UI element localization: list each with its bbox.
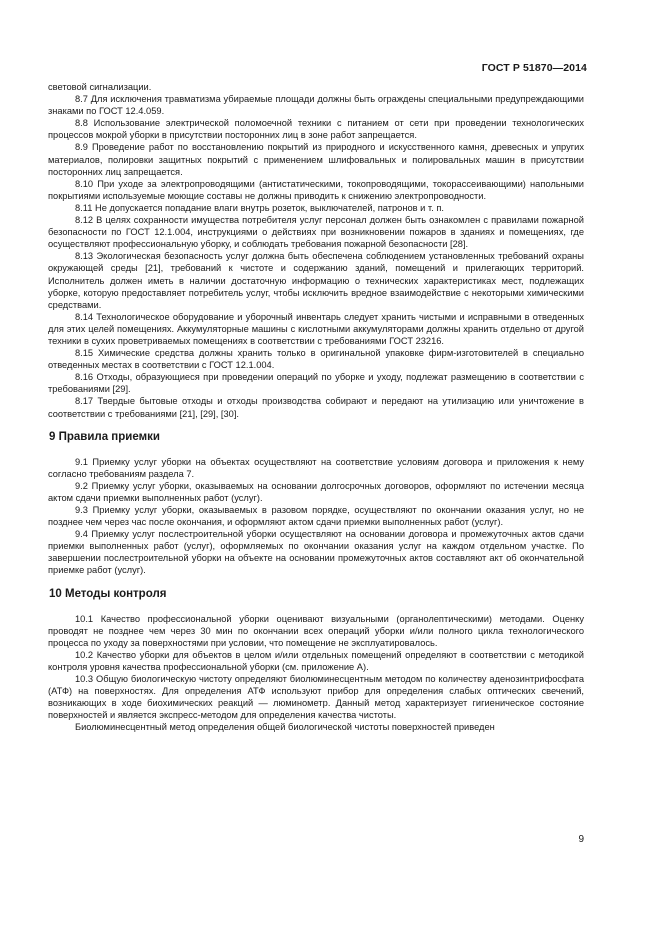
- page-body: [48, 81, 584, 734]
- paragraph: 8.12 В целях сохранности имущества потребителя услуг персонал должен быть ознакомлен с правилами пожарной безопасности по ГОСТ 12.1.004, инструкциями о действиях при возникновении пожаров в зданиях и помещениях, где осуществляют профессиональную уборку, и соблюдать требования пожарной безопасности [28].: [48, 215, 584, 250]
- paragraph: 10.2 Качество уборки для объектов в целом и/или отдельных помещений определяют в соответствии с методикой контроля уровня качества профессиональной уборки (см. приложение А).: [48, 649, 584, 672]
- paragraph: световой сигнализации.: [48, 82, 152, 92]
- document-header: ГОСТ Р 51870—2014: [481, 62, 587, 74]
- paragraph: 9.3 Приемку услуг уборки, оказываемых в разовом порядке, осуществляют по окончании оказания услуг, но не позднее чем через час после окончания, и оформляют актом сдачи приемки выполненных работ (услуг).: [48, 505, 584, 528]
- section-10-heading: 10 Методы контроля: [49, 587, 167, 600]
- paragraph: 8.14 Технологическое оборудование и уборочный инвентарь следует хранить чистыми и исправными в отведенных для этих целей помещениях. Аккумуляторные машины с кислотными аккумуляторами должны хранить отдельно от другой техники в сухих проветриваемых помещениях в соответствии с требованиями ГОСТ 23216.: [48, 311, 584, 346]
- page-number: 9: [578, 834, 584, 845]
- paragraph: 8.13 Экологическая безопасность услуг должна быть обеспечена соблюдением установленных требований охраны окружающей среды [21], требований к чистоте и содержанию зданий, помещений и прилегающих территорий. Исполнитель должен иметь в наличии достаточную информацию о технических характеристиках мест, подлежащих уборке, которую предоставляет потребитель услуг, чтобы исключить вредное взаимодействие с некоторыми химическими средствами.: [48, 251, 584, 310]
- paragraph: 9.4 Приемку услуг послестроительной уборки осуществляют на основании договора и промежуточных актов сдачи приемки выполненных работ (услуг), оформляемых по окончании оказания услуг на каждом отдельном участке. По завершении послестроительной уборки на объекте на основании промежуточных актов составляют акт об окончательной приемке работ (услуг).: [48, 529, 584, 576]
- paragraph: Биолюминесцентный метод определения общей биологической чистоты поверхностей приведен: [75, 722, 495, 733]
- paragraph: 8.10 При уходе за электропроводящими (антистатическими, токопроводящими, токорассеивающими) напольными покрытиями используемые моющие составы не должны приводить к снижению электропроводности.: [48, 178, 584, 201]
- paragraph: 10.1 Качество профессиональной уборки оценивают визуальными (органолептическими) методами. Оценку проводят не позднее чем через 30 мин по окончании всех операций уборки и/или полного цикла технологического процесса по уходу за поверхностями при условии, что помещение не эксплуатировалось.: [48, 613, 584, 648]
- paragraph: 8.16 Отходы, образующиеся при проведении операций по уборке и уходу, подлежат размещению в соответствии с требованиями [29].: [48, 372, 584, 395]
- paragraph: 10.3 Общую биологическую чистоту определяют биолюминесцентным методом по количеству аденозинтрифосфата (АТФ) на поверхностях. Для определения АТФ используют прибор для определения слабых оптических свечений, возникающих в ходе биохимических реакций — люминометр. Данный метод характеризует гигиеническое состояние поверхностей и является экспресс-методом для определения качества чистоты.: [48, 674, 584, 721]
- paragraph: 9.1 Приемку услуг уборки на объектах осуществляют на соответствие условиям договора и приложения к нему согласно требованиям раздела 7.: [48, 456, 584, 479]
- paragraph: 8.8 Использование электрической поломоечной техники с питанием от сети при проведении технологических процессов мокрой уборки в присутствии посторонних лиц в зоне работ запрещается.: [48, 118, 584, 141]
- paragraph: 8.9 Проведение работ по восстановлению покрытий из природного и искусственного камня, древесных и упругих материалов, полировки защитных покрытий с применением шлифовальных и полировальных машин в присутствии посторонних лиц запрещается.: [48, 142, 584, 177]
- paragraph: 8.7 Для исключения травматизма убираемые площади должны быть ограждены специальными предупреждающими знаками по ГОСТ 12.4.059.: [48, 94, 584, 117]
- paragraph: 9.2 Приемку услуг уборки, оказываемых на основании долгосрочных договоров, оформляют по истечении месяца актом сдачи приемки выполненных работ (услуг).: [48, 480, 584, 503]
- paragraph: 8.17 Твердые бытовые отходы и отходы производства собирают и передают на утилизацию или уничтожение в соответствии с требованиями [21], [29], [30].: [48, 396, 584, 419]
- paragraph: 8.15 Химические средства должны хранить только в оригинальной упаковке фирм-изготовителей в специально отведенных местах в соответствии с ГОСТ 12.1.004.: [48, 348, 584, 371]
- section-9-heading: 9 Правила приемки: [49, 430, 160, 443]
- paragraph: 8.11 Не допускается попадание влаги внутрь розеток, выключателей, патронов и т. п.: [75, 202, 444, 213]
